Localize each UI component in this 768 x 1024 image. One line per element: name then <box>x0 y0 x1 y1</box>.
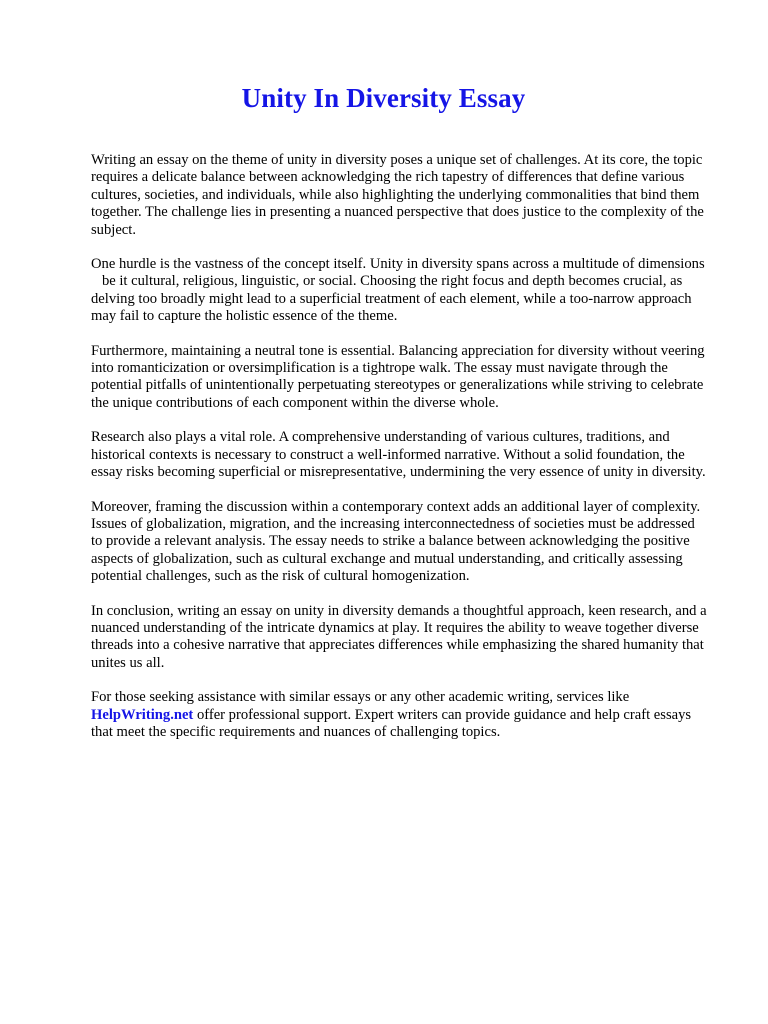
closing-text-before-link: For those seeking assistance with similar essays or any other academic writing, services like <box>91 689 630 706</box>
helpwriting-link[interactable]: HelpWriting.net <box>91 706 194 723</box>
paragraph-intro: Writing an essay on the theme of unity in diversity poses a unique set of challenges. At its core, the topic requires a delicate balance between acknowledging the rich tapestry of differences that define various cultures, societies, and individuals, while also highlighting the underlying commonalities that bind them together. The challenge lies in presenting a nuanced perspective that does justice to the complexity of the subject. <box>91 152 704 238</box>
paragraph-neutral-tone: Furthermore, maintaining a neutral tone is essential. Balancing appreciation for diversity without veering into romanticization or oversimplification is a tightrope walk. The essay must navigate through the potential pitfalls of unintentionally perpetuating stereotypes or generalizations while striving to celebrate the unique contributions of each component within the diverse whole. <box>91 342 705 411</box>
closing-text-after-link: offer professional support. Expert writers can provide guidance and help craft essays that meet the specific requirements and nuances of challenging topics. <box>91 706 692 740</box>
paragraph-contemporary-context: Moreover, framing the discussion within a contemporary context adds an additional layer of complexity. Issues of globalization, migration, and the increasing interconnectedness of societies must be addressed to provide a relevant analysis. The essay needs to strike a balance between acknowledging the positive aspects of globalization, such as cultural exchange and mutual understanding, and critically assessing potential challenges, such as the risk of cultural homogenization. <box>91 498 701 585</box>
paragraph-research: Research also plays a vital role. A comprehensive understanding of various cultures, traditions, and historical contexts is necessary to construct a well-informed narrative. Without a solid foundation, the essay risks becoming superficial or misrepresentative, undermining the very essence of unity in diversity. <box>91 429 706 481</box>
paragraph-closing <box>91 689 708 741</box>
document-title: Unity In Diversity Essay <box>241 83 526 113</box>
paragraph-vastness: One hurdle is the vastness of the concept itself. Unity in diversity spans across a multitude of dimensions be it cultural, religious, linguistic, or social. Choosing the right focus and depth becomes crucial, as delving too broadly might lead to a superficial treatment of each element, while a too-narrow approach may fail to capture the holistic essence of the theme. <box>91 256 705 325</box>
paragraph-conclusion: In conclusion, writing an essay on unity in diversity demands a thoughtful approach, keen research, and a nuanced understanding of the intricate dynamics at play. It requires the ability to weave together diverse threads into a cohesive narrative that appreciates differences while emphasizing the shared humanity that unites us all. <box>91 602 707 671</box>
